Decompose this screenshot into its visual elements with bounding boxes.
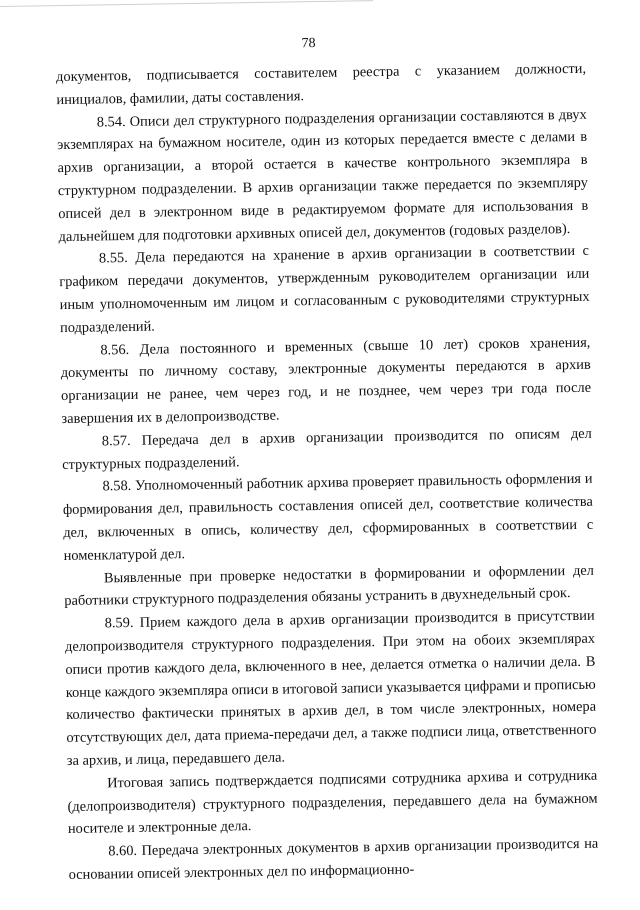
document-body <box>56 58 599 887</box>
paragraph-8-60: 8.60. Передача электронных документов в архив организации производится на основании описей электронных дел по информационно- <box>68 835 599 883</box>
scan-edge-line <box>0 0 373 7</box>
paragraph-8-55: 8.55. Дела передаются на хранение в архив организации в соответствии с графиком передачи документов, утвержденным руководителем организации или иным уполномоченным им лицом и согласованным с руководителями структурных подразделений. <box>59 243 590 336</box>
paragraph-8-59: 8.59. Прием каждого дела в архив организации производится в присутствии делопроизводителя структурного подразделения. При этом на обоих экземплярах описи против каждого дела, включенного в нее, делается отметка о наличии дела. В конце каждого экземпляра описи в итоговой записи указывается цифрами и прописью количество фактически принятых в архив дел, в том числе электронных, номера отсутствующих дел, дата приема-передачи дел, а также подписи лица, ответственного за архив, и лица, передавшего дела. <box>64 607 597 769</box>
paragraph-deficiencies: Выявленные при проверке недостатки в формировании и оформлении дел работники структурного подразделения обязаны устранить в двухнедельный срок. <box>64 562 595 610</box>
paragraph-8-57: 8.57. Передача дел в архив организации производится по описям дел структурных подразделений. <box>62 425 592 473</box>
paragraph-8-56: 8.56. Дела постоянного и временных (свыше 10 лет) сроков хранения, документы по личному составу, электронные документы передаются в архив организации не ранее, чем через год, и не позднее, чем через три года после завершения их в делопроизводстве. <box>60 334 592 428</box>
paragraph-continuation: документов, подписывается составителем реестра с указанием должности, инициалов, фамилии, даты составления. <box>55 60 587 108</box>
paragraph-8-54: 8.54. Описи дел структурного подразделения организации составляются в двух экземплярах на бумажном носителе, один из которых передается вместе с делами в архив организации, а второй остается в качестве контрольного экземпляра в структурном подразделении. В архив организации также передается по экземпляру описей дел в электронном виде в редактируемом формате для использования в дальнейшем для подготовки архивных описей дел, документов (годовых разделов). <box>57 106 589 245</box>
paragraph-final-record: Итоговая запись подтверждается подписями сотрудника архива и сотрудника (делопроизводителя) структурного подразделения, передавшего дела на бумажном носителе и электронные дела. <box>67 767 598 838</box>
paragraph-8-58: 8.58. Уполномоченный работник архива проверяет правильность оформления и формирования дел, правильность составления описей дел, соответствие количества дел, включенных в опись, количеству дел, сформированных в соответствии с номенклатурой дел. <box>62 471 594 564</box>
page-number: 78 <box>301 36 316 52</box>
